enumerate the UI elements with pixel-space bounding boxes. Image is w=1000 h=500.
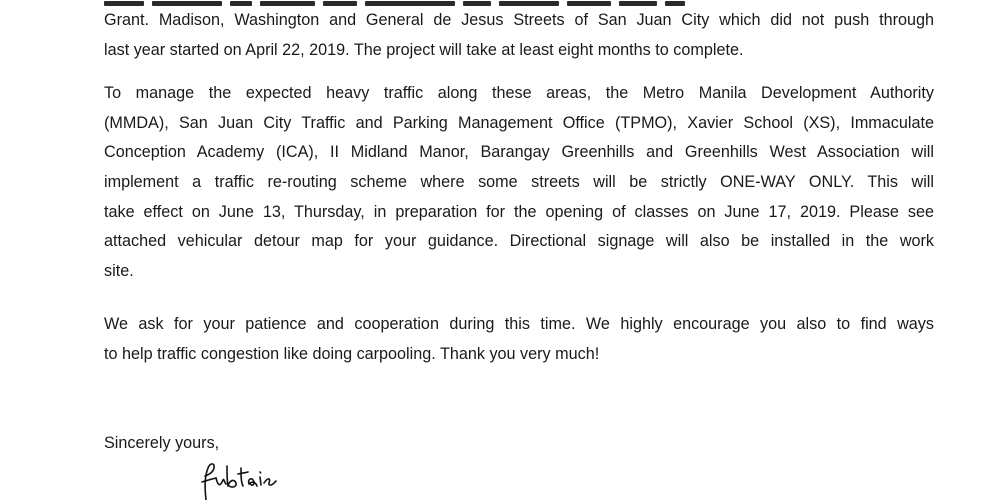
text-line: To manage the expected heavy traffic along these areas, the Metro Manila Development Authority	[104, 84, 934, 102]
text-line: (MMDA), San Juan City Traffic and Parking Management Office (TPMO), Xavier School (XS), Immaculate	[104, 113, 934, 132]
paragraph-traffic-rerouting	[104, 79, 934, 287]
text-line: site.	[104, 262, 134, 281]
closing-salutation: Sincerely yours,	[104, 434, 220, 452]
text-line: Conception Academy (ICA), II Midland Manor, Barangay Greenhills and Greenhills West Association will	[104, 143, 934, 162]
text-line: implement a traffic re-routing scheme where some streets will be strictly ONE-WAY ONLY. This will	[104, 173, 934, 192]
text-line: Grant. Madison, Washington and General de Jesus Streets of San Juan City which did not push through	[104, 11, 934, 29]
handwritten-signature	[196, 456, 280, 500]
text-line: last year started on April 22, 2019. The project will take at least eight months to complete.	[104, 40, 744, 59]
text-line: We ask for your patience and cooperation during this time. We highly encourage you also to find ways	[104, 315, 934, 333]
text-line: to help traffic congestion like doing carpooling. Thank you very much!	[104, 344, 600, 363]
text-line: take effect on June 13, Thursday, in preparation for the opening of classes on June 17, 2019. Please see	[104, 202, 934, 221]
text-line: attached vehicular detour map for your guidance. Directional signage will also be installed in the work	[104, 232, 934, 251]
paragraph-project-schedule	[104, 6, 934, 65]
paragraph-request-cooperation	[104, 310, 934, 369]
